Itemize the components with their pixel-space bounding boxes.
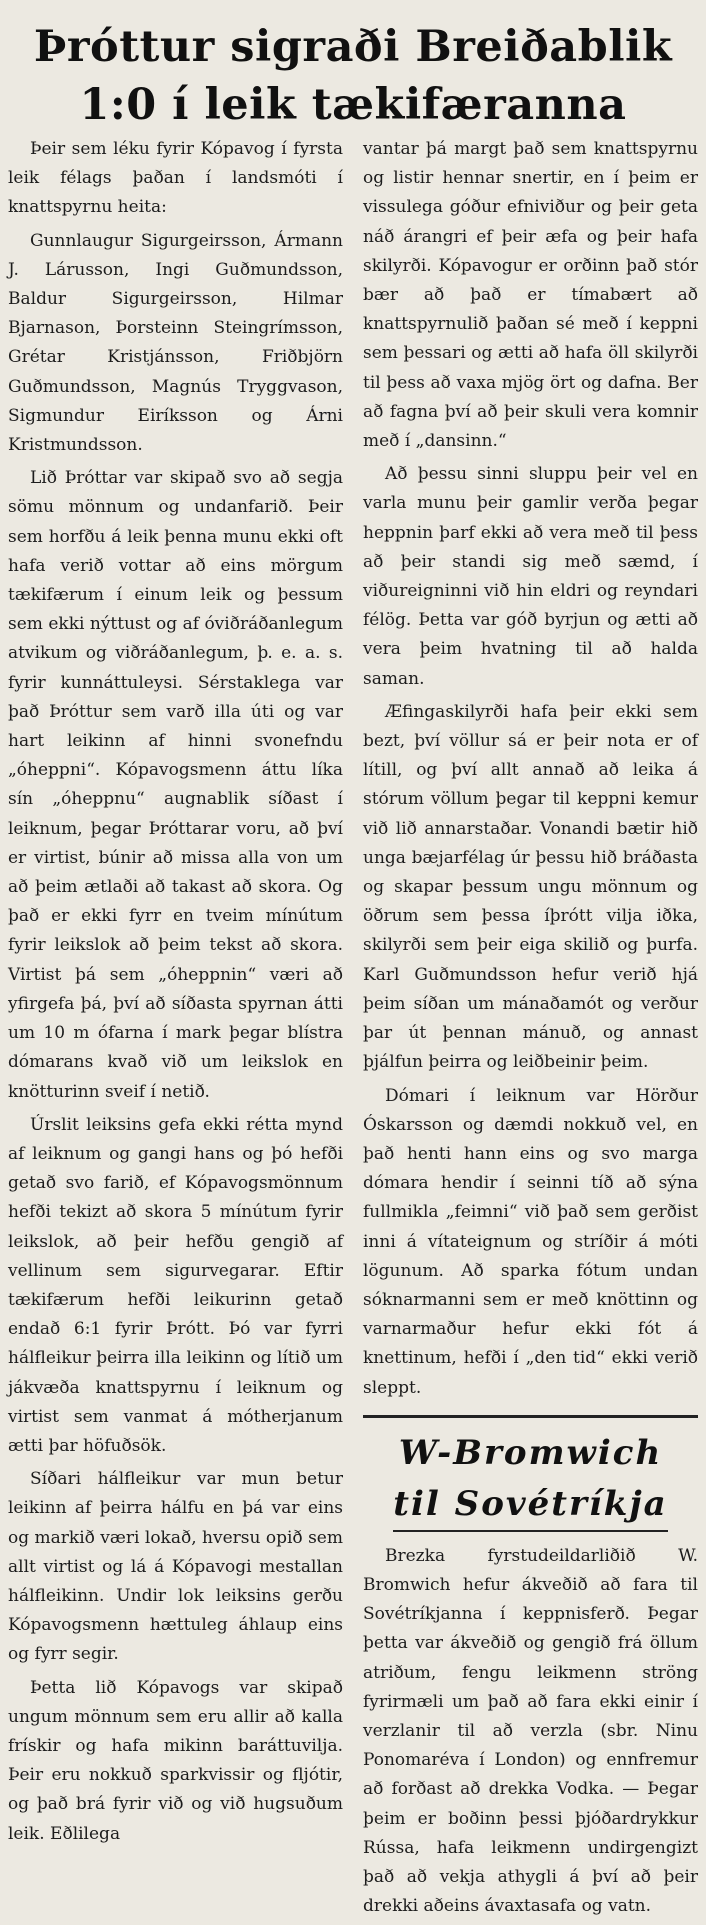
article-columns bbox=[8, 135, 698, 1925]
subheadline-line-2: til Sovétríkja bbox=[393, 1483, 668, 1524]
paragraph-match-report: Lið Þróttar var skipað svo að segja sömu mönnum og undanfarið. Þeir sem horfðu á leik þenna munu ekki oft hafa verið vottar að eins mörgum tækifærum í einum leik og þessum sem ekki nýttust og af óviðráðanlegum atvikum og viðráðanlegum, þ. e. a. s. fyrir kunnáttuleysi. Sérstaklega var það Þróttur sem varð illa úti og var hart leikinn af hinni svonefndu „óheppni“. Kópavogsmenn áttu líka sín „óheppnu“ augnablik síðast í leiknum, þegar Þróttarar voru, að því er virtist, búnir að missa alla von um að þeim ætlaði að takast að skora. Og það er ekki fyrr en tveim mínútum fyrir leikslok að þeim tekst að skora. Virtist þá sem „óheppnin“ væri að yfirgefa þá, því að síðasta spyrnan átti um 10 m ófarna í mark þegar blístra dómarans kvað við um leikslok en knötturinn sveif í netið. bbox=[8, 468, 343, 1102]
paragraph-result: Úrslit leiksins gefa ekki rétta mynd af leiknum og gangi hans og þó hefði getað svo farið, ef Kópavogsmönnum hefði tekizt að skora 5 mínútum fyrir leikslok, að þeir hefðu gengið af vellinum sem sigurvegarar. Eftir tækifærum hefði leikurinn getað endað 6:1 fyrir Þrótt. Þó var fyrri hálfleikur þeirra illa leikinn og lítið um jákvæða knattspyrnu í leiknum og virtist sem vanmat á mótherjanum ætti þar höfuðsök. bbox=[8, 1114, 343, 1456]
subheadline-box bbox=[363, 1415, 698, 1532]
headline-line-1: Þróttur sigraði Breiðablik bbox=[33, 22, 673, 72]
right-column bbox=[363, 135, 698, 1925]
paragraph-continuation: vantar þá margt það sem knattspyrnu og listir hennar snertir, en í þeim er vissulega góður efniviður og þeir geta náð árangri ef þeir æfa og þeir hafa skilyrði. Kópavogur er orðinn það stór bær að það er tímabært að knattspyrnulið þaðan sé með í keppni sem þessari og ætti að hafa öll skilyrði til þess að vaxa mjög ört og dafna. Ber að fagna því að þeir skuli vera komnir með í „dansinn.“ bbox=[363, 139, 698, 452]
paragraph-player-names: Gunnlaugur Sigurgeirsson, Ármann J. Lárusson, Ingi Guðmundsson, Baldur Sigurgeirsson, Hilmar Bjarnason, Þorsteinn Steingrímsson, Grétar Kristjánsson, Friðbjörn Guðmundsson, Magnús Tryggvason, Sigmundur Eiríksson og Árni Kristmundsson. bbox=[8, 230, 343, 456]
paragraph-lineup-intro: Þeir sem léku fyrir Kópavog í fyrsta leik félags þaðan í landsmóti í knattspyrnu heita: bbox=[8, 139, 343, 218]
headline-line-2: 1:0 í leik tækifæranna bbox=[79, 80, 627, 131]
paragraph-referee: Dómari í leiknum var Hörður Óskarsson og dæmdi nokkuð vel, en það henti hann eins og svo marga dómara hendir í seinni tíð að sýna fullmikla „feimni“ við það sem gerðist inni á vítateignum og stríðir á móti lögunum. Að sparka fótum undan sóknarmanni sem er með knöttinn og varnarmaður hefur ekki fót á knettinum, hefði í „den tid“ ekki verið sleppt. bbox=[363, 1085, 698, 1398]
paragraph-second-half: Síðari hálfleikur var mun betur leikinn af þeirra hálfu en þá var eins og markið væri lokað, hversu opið sem allt virtist og lá á Kópavogi mestallan hálfleikinn. Undir lok leiksins gerðu Kópavogsmenn hættuleg áhlaup eins og fyrr segir. bbox=[8, 1469, 343, 1665]
paragraph-kopavogur-team: Þetta lið Kópavogs var skipað ungum mönnum sem eru allir að kalla frískir og hafa mikinn baráttuvilja. Þeir eru nokkuð sparkvissir og fljótir, og það brá fyrir við og við hugsuðum leik. Eðlilega bbox=[8, 1677, 343, 1844]
subheadline-underline bbox=[393, 1530, 668, 1532]
paragraph-training-conditions: Æfingaskilyrði hafa þeir ekki sem bezt, því völlur sá er þeir nota er of lítill, og því allt annað að leika á stórum völlum þegar til keppni kemur við lið annarstaðar. Vonandi bætir hið unga bæjarfélag úr þessu hið bráðasta og skapar þessum ungu mönnum og öðrum sem þessa íþrótt vilja iðka, skilyrði sem þeir eiga skilið og þurfa. Karl Guðmundsson hefur verið hjá þeim síðan um mánaðamót og verður þar út þennan mánuð, og annast þjálfun þeirra og leiðbeinir þeim. bbox=[363, 701, 698, 1073]
headline bbox=[8, 0, 698, 135]
paragraph-luck: Að þessu sinni sluppu þeir vel en varla munu þeir gamlir verða þegar heppnin þarf ekki að vera með til þess að þeir standi sig með sæmd, í viðureigninni við hin eldri og reyndari félög. Þetta var góð byrjun og ætti að vera þeim hvatning til að halda saman. bbox=[363, 464, 698, 689]
left-column bbox=[8, 135, 343, 1925]
paragraph-bromwich: Brezka fyrstudeildarliðið W. Bromwich hefur ákveðið að fara til Sovétríkjanna í keppnisferð. Þegar þetta var ákveðið og gengið frá öllum atriðum, fengu leikmenn ströng fyrirmæli um það að fara ekki einir í verzlanir til að verzla (sbr. Ninu Ponomaréva í London) og ennfremur að forðast að drekka Vodka. — Þegar þeim er boðinn þessi þjóðardrykkur Rússa, hafa leikmenn undirgengizt það að vekja athygli á því að þeir drekki aðeins ávaxtasafa og vatn. bbox=[363, 1545, 698, 1917]
subheadline-line-1: W-Bromwich bbox=[398, 1432, 663, 1473]
